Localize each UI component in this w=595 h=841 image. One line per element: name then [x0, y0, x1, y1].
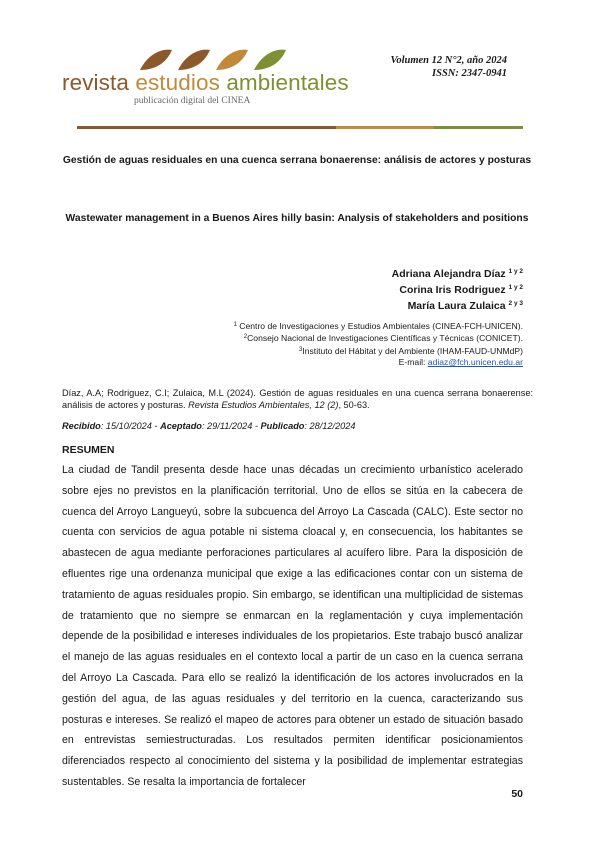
author-affiliation-ref: 2 y 3 [508, 300, 523, 307]
accepted-date: : 29/11/2024 - [201, 421, 261, 431]
publication-dates [62, 421, 356, 431]
email-line [234, 357, 523, 368]
divider-segment-ochre [336, 126, 434, 129]
citation-main: Díaz, A.A; Rodriguez, C.I; Zulaica, M.L (2024). Gestión de aguas residuales en una cuenca serrana bonaerense: análisis de actores y posturas. [62, 388, 533, 410]
author-name: Corina Iris Rodriguez [399, 284, 506, 296]
volume-label: Volumen 12 N°2, año 2024 [390, 55, 507, 66]
logo-tagline: publicación digital del CINEA [134, 96, 251, 106]
received-label: Recibido [62, 421, 101, 431]
article-title-english: Wastewater management in a Buenos Aires hilly basin: Analysis of stakeholders and positions [65, 213, 529, 224]
page-number: 50 [511, 788, 523, 800]
author-affiliation-ref: 1 y 2 [508, 284, 523, 291]
author-affiliation-ref: 1 y 2 [508, 268, 523, 275]
author-name: María Laura Zulaica [407, 300, 506, 312]
author-name: Adriana Alejandra Díaz [391, 268, 506, 280]
article-title-spanish: Gestión de aguas residuales en una cuenca serrana bonaerense: análisis de actores y posturas [62, 155, 532, 166]
affiliation-entry [234, 332, 523, 344]
citation [62, 388, 533, 412]
logo-wordmark [62, 70, 349, 96]
affiliation-number: 3 [299, 346, 303, 353]
journal-info [390, 54, 507, 80]
leaves-icon [140, 48, 290, 72]
divider-segment-olive [434, 126, 523, 129]
affiliation-list [234, 320, 523, 369]
affiliation-entry [234, 320, 523, 332]
logo-word-estudios: estudios [135, 70, 220, 95]
email-link[interactable]: adiaz@fch.unicen.edu.ar [427, 357, 523, 368]
abstract-text: La ciudad de Tandil presenta desde hace unas décadas un crecimiento urbanístico acelerado sobre ejes no previstos en la planificación territorial. Uno de ellos se sitúa en la cabecera de cuenca del Arroyo Langueyú, sobre la subcuenca del Arroyo La Cascada (CALC). Este sector no cuenta con servicios de agua potable ni sistema cloacal y, en consecuencia, los habitantes se abastecen de agua mediante perforaciones particulares al acuífero libre. Para la disposición de efluentes rige una ordenanza municipal que exige a las edificaciones contar con un sistema de tratamiento de aguas residuales propio. Sin embargo, se identifican una multiplicidad de sistemas de tratamiento que no siempre se enmarcan en la reglamentación y cuya implementación depende de la posibilidad e intereses individuales de los propietarios. Este trabajo buscó analizar el manejo de las aguas residuales en el contexto local a partir de un caso en la cuenca serrana del Arroyo La Cascada. Para ello se realizó la identificación de los actores involucrados en la gestión del agua, de las aguas residuales y del territorio en la cuenca, caracterizando sus posturas e intereses. Se realizó el mapeo de actores para obtener un estado de situación basado en entrevistas semiestructuradas. Los resultados permiten identificar posicionamientos diferenciados respecto al conocimiento del sistema y la posibilidad de implementar estrategias sustentables. Se resalta la importancia de fortalecer [62, 464, 523, 788]
citation-pages: , 50-63. [338, 399, 370, 410]
logo-word-ambientales: ambientales [226, 70, 349, 95]
journal-logo [62, 44, 349, 110]
affiliation-text: Instituto del Hábitat y del Ambiente (IHAM-FAUD-UNMdP) [302, 345, 523, 356]
accepted-label: Aceptado [160, 421, 202, 431]
author-list [392, 265, 523, 313]
published-date: : 28/12/2024 [304, 421, 356, 431]
author-entry [392, 297, 523, 313]
affiliation-text: Consejo Nacional de Investigaciones Científicas y Técnicas (CONICET). [247, 333, 523, 344]
logo-word-revista: revista [62, 70, 129, 95]
affiliation-text: Centro de Investigaciones y Estudios Ambientales (CINEA-FCH-UNICEN). [239, 321, 523, 331]
citation-journal: Revista Estudios Ambientales, 12 (2) [188, 399, 339, 410]
affiliation-entry [234, 345, 523, 357]
abstract-heading: RESUMEN [62, 444, 115, 456]
published-label: Publicado [260, 421, 305, 431]
email-label: E-mail: [398, 357, 428, 368]
received-date: : 15/10/2024 - [100, 421, 161, 431]
header-divider [77, 126, 523, 129]
divider-segment-brown [77, 126, 336, 129]
author-entry [392, 265, 523, 281]
affiliation-number: 1 [233, 322, 237, 328]
affiliation-number: 2 [243, 334, 248, 341]
author-entry [392, 281, 523, 297]
issn-label: ISSN: 2347-0941 [432, 68, 507, 79]
